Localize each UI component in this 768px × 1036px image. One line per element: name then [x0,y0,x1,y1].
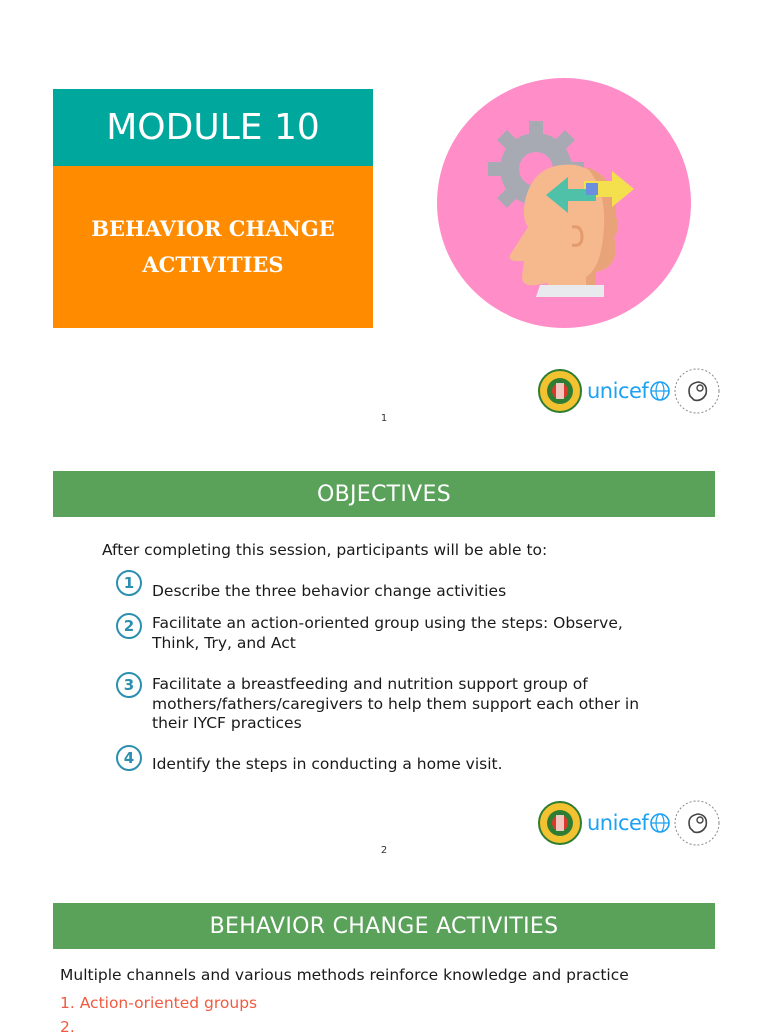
unicef-logo: unicef [587,379,649,403]
nutrition-center-logo [672,366,722,416]
head-gears-arrows-icon [436,77,692,330]
module-subtitle-box [53,166,373,328]
objectives-intro: After completing this session, participants will be able to: [102,541,548,559]
partner-logos [538,798,722,848]
page-number: 1 [380,413,388,424]
slide3-intro: Multiple channels and various methods reinforce knowledge and practice [60,966,629,984]
objective-text: Facilitate an action-oriented group using the steps: Observe, Think, Try, and Act [152,614,623,652]
objective-number-badge: 2 [116,613,142,639]
module-title: MODULE 10 [53,89,373,166]
unicef-logo: unicef [587,811,649,835]
slide3-list-item: 1. Action-oriented groups [60,994,258,1012]
unicef-globe-icon [650,813,670,833]
objective-item [116,675,672,734]
doh-seal-icon [538,369,582,413]
objective-number-badge: 3 [116,672,142,698]
nutrition-center-logo [672,798,722,848]
objective-text: Facilitate a breastfeeding and nutrition support group of mothers/fathers/caregivers to help them support each other in their IYCF practices [152,675,640,732]
objective-item [116,614,672,653]
partner-logos [538,366,722,416]
module-subtitle: BEHAVIOR CHANGE ACTIVITIES [91,216,335,277]
doh-seal-icon [538,801,582,845]
objective-item [116,576,672,602]
slide3-list-item: 2. [60,1018,75,1036]
objective-text: Describe the three behavior change activities [152,582,507,600]
unicef-globe-icon [650,381,670,401]
objective-item [116,751,672,775]
objectives-header: OBJECTIVES [53,471,715,517]
page-number: 2 [380,845,388,856]
objective-number-badge: 4 [116,745,142,771]
behavior-change-header: BEHAVIOR CHANGE ACTIVITIES [53,903,715,949]
objective-text: Identify the steps in conducting a home visit. [152,755,503,773]
objective-number-badge: 1 [116,570,142,596]
